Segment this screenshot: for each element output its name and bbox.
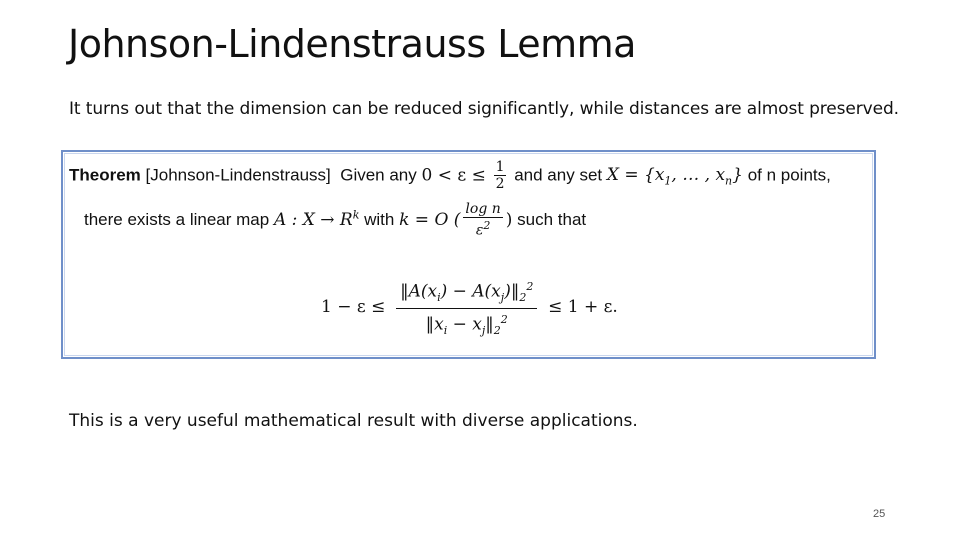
k-expression: k = O ( (399, 209, 461, 230)
intro-text: It turns out that the dimension can be reduced significantly, while distances are almost preserved. (69, 99, 899, 119)
inequality-right: ≤ 1 + ε. (548, 297, 618, 318)
inequality-left: 1 − ε ≤ (321, 297, 386, 318)
map-text: A : X → R (273, 209, 353, 230)
distance-inequality (321, 278, 618, 337)
and-any-set-text: and any set (514, 165, 603, 185)
half-numerator: 1 (495, 159, 505, 175)
slide-title: Johnson-Lindenstrauss Lemma (68, 22, 636, 66)
num-part-1: ‖A(x (400, 281, 438, 302)
den-norm-sub-2: 2 (493, 324, 501, 338)
map-expression (274, 210, 359, 230)
num-part-3: )‖ (504, 281, 520, 302)
epsilon-condition: 0 < ε ≤ (421, 165, 486, 186)
with-text: with (364, 209, 395, 229)
den-part-2: − x (447, 314, 482, 335)
of-n-points-text: of n points, (747, 165, 831, 185)
den-sub-i: i (443, 324, 448, 338)
den-norm-sup-2: 2 (500, 313, 508, 327)
there-exists-text: there exists a linear map (84, 209, 270, 229)
log-n-numerator: log n (465, 201, 501, 217)
theorem-line-2 (84, 202, 586, 239)
distance-ratio-fraction (396, 278, 537, 337)
norm-sub-2: 2 (519, 291, 527, 305)
squared-exponent: 2 (483, 219, 491, 232)
set-close: } (732, 165, 743, 186)
ratio-numerator (396, 278, 537, 309)
set-middle: , … , x (671, 165, 726, 186)
such-that-text: such that (517, 209, 587, 229)
den-part-3: ‖ (485, 314, 494, 335)
set-open: X = {x (606, 165, 665, 186)
epsilon-squared-denominator (463, 218, 502, 239)
num-part-2: ) − A(x (440, 281, 501, 302)
ratio-denominator (396, 309, 537, 337)
map-superscript: k (352, 208, 360, 222)
subscript-n: n (725, 174, 733, 188)
theorem-label: Theorem (69, 165, 141, 185)
one-half-fraction (494, 160, 507, 192)
den-sub-j: j (481, 324, 486, 338)
sub-j: j (500, 291, 505, 305)
theorem-attribution: [Johnson-Lindenstrauss] (145, 165, 331, 185)
k-close-paren: ) (505, 209, 513, 230)
given-any-text: Given any (340, 165, 417, 185)
outro-text: This is a very useful mathematical result with diverse applications. (69, 411, 638, 431)
half-denominator: 2 (495, 176, 505, 192)
sub-i: i (437, 291, 441, 305)
set-expression (606, 165, 743, 188)
epsilon-symbol: ε (475, 222, 484, 239)
norm-sup-2: 2 (526, 280, 534, 293)
page-number: 25 (873, 508, 886, 520)
log-n-fraction (463, 202, 502, 239)
theorem-box (61, 150, 876, 359)
subscript-1: 1 (664, 174, 672, 188)
theorem-line-1 (69, 160, 831, 192)
den-part-1: ‖x (425, 314, 444, 335)
